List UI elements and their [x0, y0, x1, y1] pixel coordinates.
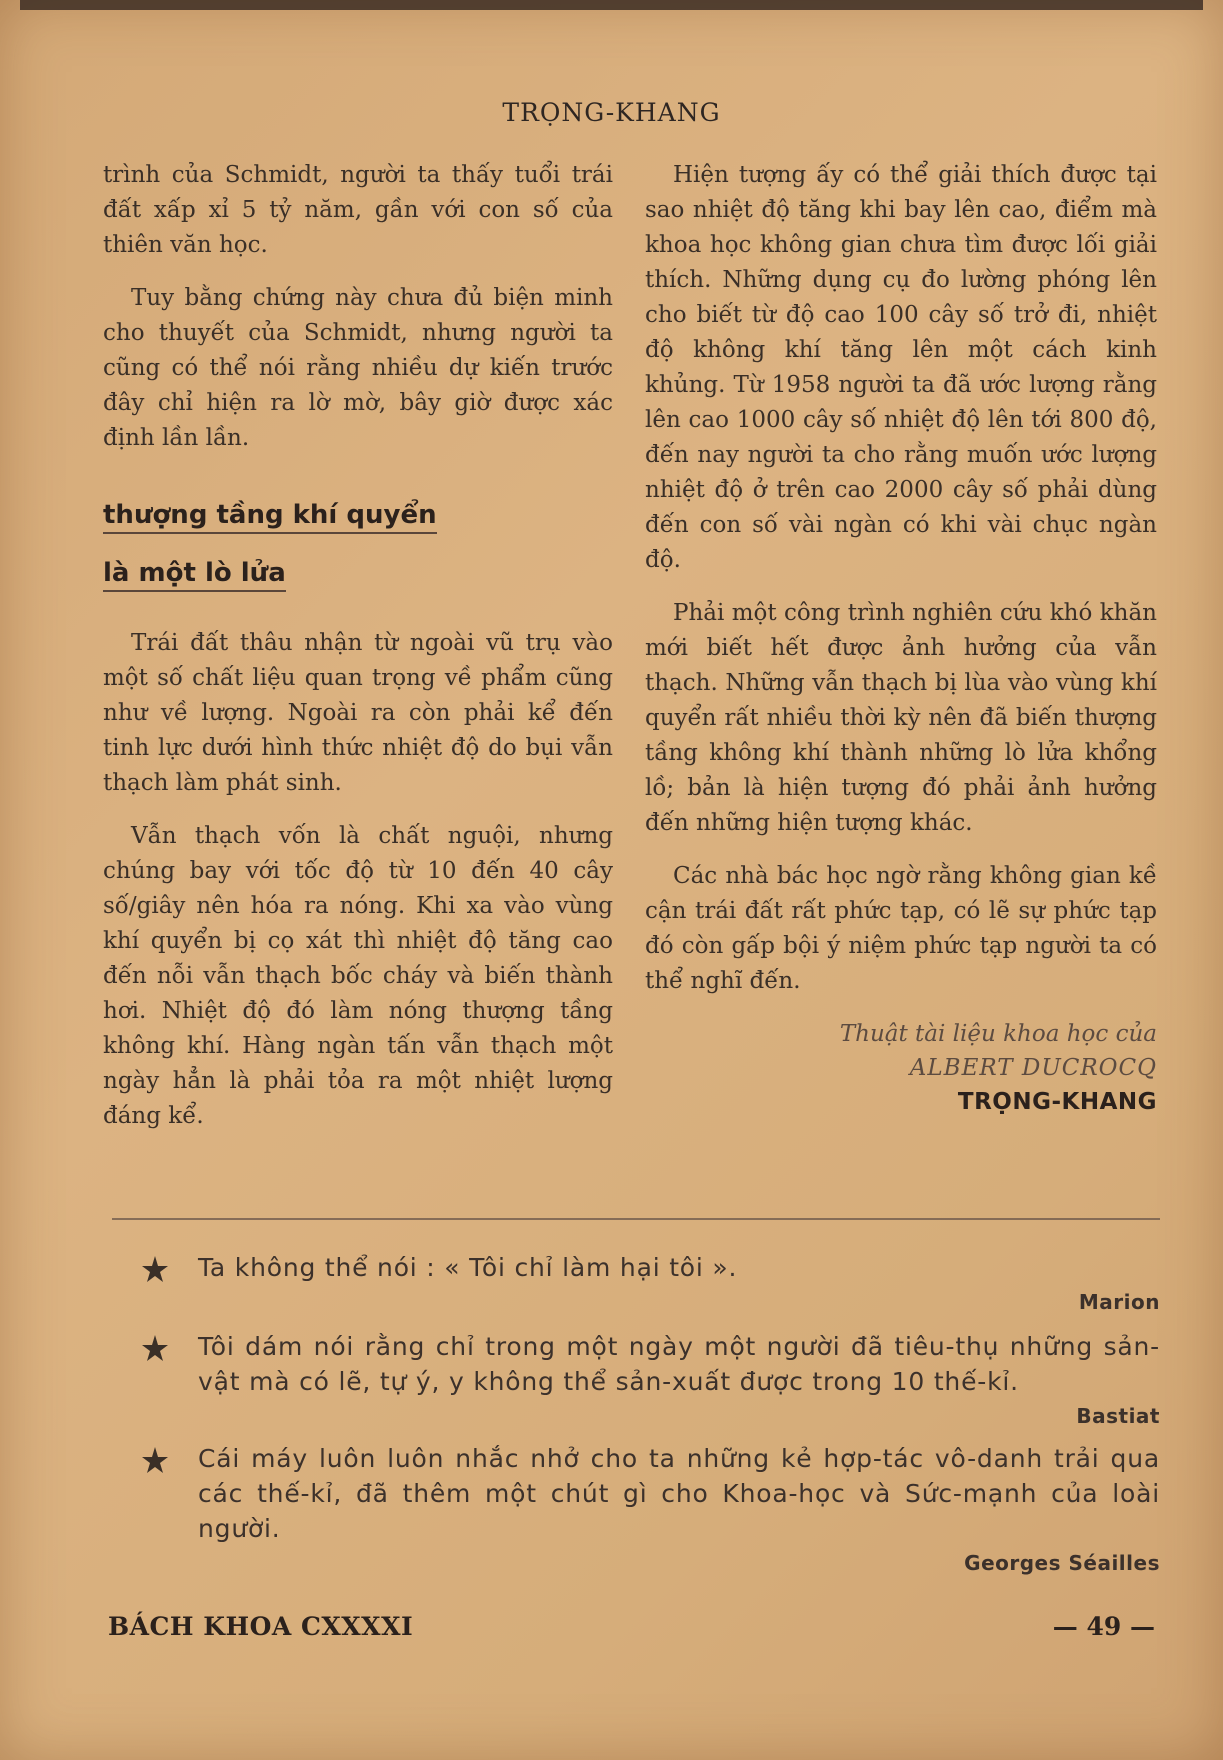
divider: [112, 1218, 1160, 1220]
quote-text: Cái máy luôn luôn nhắc nhở cho ta những kẻ hợp-tác vô-danh trải qua các thế-kỉ, đã thêm một chút gì cho Khoa-học và Sức-mạnh của loài người.: [198, 1444, 1160, 1543]
right-column: [645, 158, 1157, 1119]
paragraph: Phải một công trình nghiên cứu khó khăn mới biết hết được ảnh hưởng của vẫn thạch. Những vẫn thạch bị lùa vào vùng khí quyển rất nhiều thời kỳ nên đã biến thượng tầng không khí thành những lò lửa khổng lồ; bản là hiện tượng đó phải ảnh hưởng đến những hiện tượng khác.: [645, 600, 1157, 836]
paragraph: Các nhà bác học ngờ rằng không gian kề cận trái đất rất phức tạp, có lẽ sự phức tạp đó còn gấp bội ý niệm phức tạp người ta có thể nghĩ đến.: [645, 863, 1157, 994]
paragraph: trình của Schmidt, người ta thấy tuổi trái đất xấp xỉ 5 tỷ năm, gần với con số của thiên văn học.: [103, 162, 613, 258]
quotes-section: [140, 1250, 1160, 1580]
star-icon: [140, 1254, 170, 1284]
quote-text: Ta không thể nói : « Tôi chỉ làm hại tôi ».: [198, 1253, 738, 1282]
star-icon: [140, 1333, 170, 1363]
quote-author: Georges Séailles: [964, 1551, 1160, 1575]
quote-item: [140, 1329, 1160, 1433]
left-column: [103, 158, 613, 1152]
page-edge-shadow: [20, 0, 1203, 10]
paragraph: Trái đất thâu nhận từ ngoài vũ trụ vào một số chất liệu quan trọng về phẩm cũng như về lượng. Ngoài ra còn phải kể đến tinh lực dưới hình thức nhiệt độ do bụi vẫn thạch làm phát sinh.: [103, 630, 613, 796]
credit-byline: TRỌNG-KHANG: [957, 1089, 1157, 1115]
paragraph: Vẫn thạch vốn là chất nguội, nhưng chúng bay với tốc độ từ 10 đến 40 cây số/giây nên hóa ra nóng. Khi xa vào vùng khí quyển bị cọ xát thì nhiệt độ tăng cao đến nỗi vẫn thạch bốc cháy và biến thành hơi. Nhiệt độ đó làm nóng thượng tầng không khí. Hàng ngàn tấn vẫn thạch một ngày hẳn là phải tỏa ra một nhiệt lượng đáng kể.: [103, 823, 613, 1129]
quote-item: [140, 1250, 1160, 1319]
star-icon: [140, 1445, 170, 1475]
publication-footer: BÁCH KHOA CXXXXI: [108, 1612, 414, 1641]
page-number: — 49 —: [1052, 1612, 1155, 1641]
quote-author: Bastiat: [1076, 1404, 1160, 1428]
paragraph: Hiện tượng ấy có thể giải thích được tại sao nhiệt độ tăng khi bay lên cao, điểm mà khoa học không gian chưa tìm được lối giải thích. Những dụng cụ đo lường phóng lên cho biết từ độ cao 100 cây số trở đi, nhiệt độ không khí tăng lên một cách kinh khủng. Từ 1958 người ta đã ước lượng rằng lên cao 1000 cây số nhiệt độ lên tới 800 độ, đến nay người ta cho rằng muốn ước lượng nhiệt độ ở trên cao 2000 cây số phải dùng đến con số vài ngàn có khi vài chục ngàn độ.: [645, 162, 1157, 573]
section-heading: [103, 486, 613, 602]
quote-author: Marion: [1078, 1290, 1160, 1314]
quote-item: [140, 1441, 1160, 1580]
section-heading-line: thượng tầng khí quyển: [103, 500, 437, 534]
running-head: TRỌNG-KHANG: [502, 98, 721, 127]
credit-author: ALBERT DUCROCQ: [909, 1055, 1157, 1081]
quote-text: Tôi dám nói rằng chỉ trong một ngày một người đã tiêu-thụ những sản-vật mà có lẽ, tự ý, y không thể sản-xuất được trong 10 thế-kỉ.: [198, 1332, 1160, 1396]
paragraph: Tuy bằng chứng này chưa đủ biện minh cho thuyết của Schmidt, nhưng người ta cũng có thể nói rằng nhiều dự kiến trước đây chỉ hiện ra lờ mờ, bây giờ được xác định lần lần.: [103, 285, 613, 451]
section-heading-line: là một lò lửa: [103, 558, 286, 592]
credit-note: Thuật tài liệu khoa học của: [839, 1021, 1157, 1047]
